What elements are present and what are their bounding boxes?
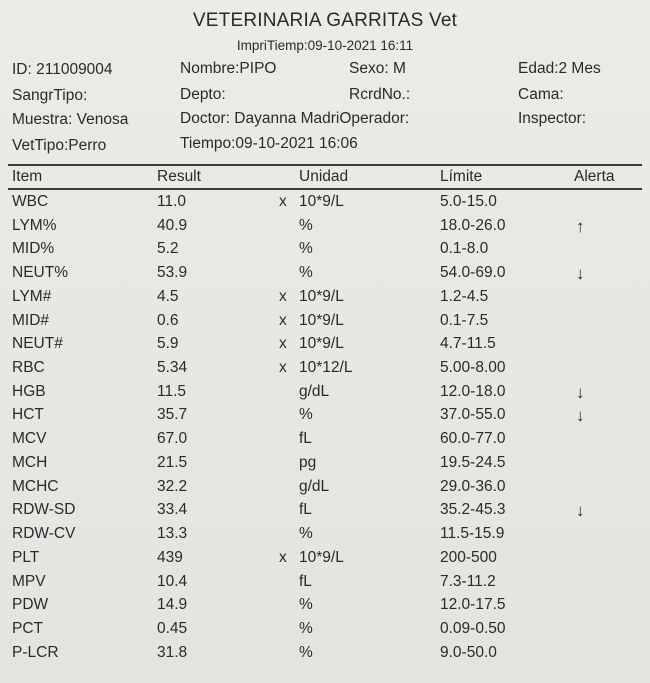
row-result: 53.9 bbox=[157, 264, 188, 282]
table-row bbox=[0, 525, 650, 549]
row-unit: 10*9/L bbox=[299, 335, 344, 353]
table-row bbox=[0, 217, 650, 241]
row-result: 4.5 bbox=[157, 287, 179, 305]
row-result: 10.4 bbox=[157, 572, 188, 590]
col-header-limit: Límite bbox=[440, 168, 483, 185]
row-limit: 12.0-18.0 bbox=[440, 382, 506, 400]
row-result: 21.5 bbox=[157, 453, 188, 471]
row-item: PDW bbox=[12, 596, 49, 614]
row-limit: 12.0-17.5 bbox=[440, 596, 506, 614]
animal-type: VetTipo:Perro bbox=[12, 137, 107, 154]
row-unit: % bbox=[299, 619, 313, 637]
row-limit: 18.0-26.0 bbox=[440, 216, 506, 234]
row-item: MCH bbox=[12, 453, 48, 471]
table-row bbox=[0, 644, 650, 668]
table-row bbox=[0, 240, 650, 264]
record-number: RcrdNo.: bbox=[349, 86, 411, 103]
row-multiplier: x bbox=[279, 287, 287, 305]
row-result: 32.2 bbox=[157, 477, 188, 495]
row-limit: 35.2-45.3 bbox=[440, 501, 506, 519]
table-row bbox=[0, 383, 650, 407]
table-row bbox=[0, 406, 650, 430]
table-row bbox=[0, 193, 650, 217]
row-result: 13.3 bbox=[157, 525, 188, 543]
row-limit: 200-500 bbox=[440, 548, 497, 566]
row-result: 40.9 bbox=[157, 216, 188, 234]
row-item: MPV bbox=[12, 572, 46, 590]
row-item: RBC bbox=[12, 359, 45, 377]
row-alert: ↓ bbox=[576, 501, 585, 521]
row-alert: ↓ bbox=[576, 406, 585, 426]
header-top-rule bbox=[8, 164, 642, 166]
row-item: MCV bbox=[12, 430, 47, 448]
row-item: RDW-CV bbox=[12, 525, 76, 543]
row-limit: 19.5-24.5 bbox=[440, 453, 506, 471]
table-row bbox=[0, 620, 650, 644]
row-limit: 60.0-77.0 bbox=[440, 430, 506, 448]
row-item: LYM% bbox=[12, 216, 57, 234]
row-result: 0.45 bbox=[157, 619, 188, 637]
row-unit: % bbox=[299, 643, 313, 661]
row-alert: ↑ bbox=[576, 216, 585, 236]
row-unit: fL bbox=[299, 501, 312, 519]
row-result: 14.9 bbox=[157, 596, 188, 614]
row-item: PLT bbox=[12, 548, 40, 566]
row-unit: % bbox=[299, 240, 313, 258]
table-row bbox=[0, 596, 650, 620]
print-timestamp: ImpriTiemp:09-10-2021 16:11 bbox=[236, 38, 414, 53]
sample-type: Muestra: Venosa bbox=[12, 111, 129, 128]
row-unit: % bbox=[299, 525, 313, 543]
row-limit: 0.1-8.0 bbox=[440, 240, 489, 258]
row-unit: % bbox=[299, 264, 313, 282]
row-limit: 5.0-15.0 bbox=[440, 193, 497, 210]
row-alert: ↓ bbox=[576, 264, 585, 284]
row-limit: 0.09-0.50 bbox=[440, 619, 506, 637]
row-unit: g/dL bbox=[299, 477, 330, 495]
inspector: Inspector: bbox=[518, 110, 587, 127]
row-unit: 10*9/L bbox=[299, 193, 344, 210]
table-row bbox=[0, 501, 650, 525]
row-alert: ↓ bbox=[576, 382, 585, 402]
row-unit: fL bbox=[299, 572, 312, 590]
col-header-result: Result bbox=[157, 168, 201, 185]
row-multiplier: x bbox=[279, 335, 287, 353]
table-row bbox=[0, 359, 650, 383]
row-limit: 5.00-8.00 bbox=[440, 359, 506, 377]
table-row bbox=[0, 430, 650, 454]
row-result: 0.6 bbox=[157, 311, 179, 329]
sample-time: Tiempo:09-10-2021 16:06 bbox=[180, 135, 358, 152]
row-unit: % bbox=[299, 596, 313, 614]
row-result: 5.34 bbox=[157, 359, 188, 377]
row-unit: 10*9/L bbox=[299, 311, 344, 329]
row-item: P-LCR bbox=[12, 643, 59, 661]
row-limit: 37.0-55.0 bbox=[440, 406, 506, 424]
patient-sex: Sexo: M bbox=[349, 60, 406, 77]
row-limit: 11.5-15.9 bbox=[440, 525, 505, 543]
row-item: MID# bbox=[12, 311, 50, 329]
row-limit: 54.0-69.0 bbox=[440, 264, 506, 282]
row-item: HCT bbox=[12, 406, 44, 424]
row-limit: 29.0-36.0 bbox=[440, 477, 506, 495]
row-result: 67.0 bbox=[157, 430, 188, 448]
row-unit: % bbox=[299, 216, 313, 234]
table-row bbox=[0, 335, 650, 359]
row-result: 5.9 bbox=[157, 335, 179, 353]
row-limit: 7.3-11.2 bbox=[440, 572, 496, 590]
row-unit: 10*9/L bbox=[299, 287, 344, 305]
row-multiplier: x bbox=[279, 311, 287, 329]
blood-type: SangrTipo: bbox=[12, 87, 88, 104]
row-result: 5.2 bbox=[157, 240, 179, 258]
row-unit: g/dL bbox=[299, 382, 330, 400]
row-limit: 4.7-11.5 bbox=[440, 335, 496, 353]
row-item: MCHC bbox=[12, 477, 59, 495]
row-result: 439 bbox=[157, 548, 183, 566]
row-unit: 10*9/L bbox=[299, 548, 344, 566]
table-row bbox=[0, 288, 650, 312]
row-item: PCT bbox=[12, 619, 43, 637]
clinic-title: VETERINARIA GARRITAS Vet bbox=[192, 10, 458, 31]
patient-id: ID: 211009004 bbox=[12, 61, 113, 78]
row-limit: 1.2-4.5 bbox=[440, 287, 489, 305]
table-row bbox=[0, 549, 650, 573]
row-item: NEUT# bbox=[12, 335, 63, 353]
row-item: MID% bbox=[12, 240, 55, 258]
row-result: 33.4 bbox=[157, 501, 188, 519]
row-item: NEUT% bbox=[12, 264, 68, 282]
row-unit: pg bbox=[299, 453, 317, 471]
row-item: LYM# bbox=[12, 287, 52, 305]
row-limit: 9.0-50.0 bbox=[440, 643, 497, 661]
row-unit: fL bbox=[299, 430, 312, 448]
row-result: 35.7 bbox=[157, 406, 188, 424]
patient-age: Edad:2 Mes bbox=[518, 60, 601, 77]
table-row bbox=[0, 454, 650, 478]
row-result: 31.8 bbox=[157, 643, 188, 661]
bed: Cama: bbox=[518, 86, 564, 103]
row-multiplier: x bbox=[279, 359, 287, 377]
col-header-unit: Unidad bbox=[299, 168, 349, 185]
row-limit: 0.1-7.5 bbox=[440, 311, 489, 329]
header-bottom-rule bbox=[8, 188, 642, 190]
row-item: RDW-SD bbox=[12, 501, 76, 519]
row-item: WBC bbox=[12, 193, 49, 210]
department: Depto: bbox=[180, 86, 226, 103]
doctor-operator: Doctor: Dayanna MadriOperador: bbox=[180, 110, 410, 127]
table-row bbox=[0, 264, 650, 288]
row-result: 11.0 bbox=[157, 193, 187, 210]
table-row bbox=[0, 478, 650, 502]
row-item: HGB bbox=[12, 382, 46, 400]
row-result: 11.5 bbox=[157, 382, 187, 400]
patient-name: Nombre:PIPO bbox=[180, 60, 277, 77]
row-multiplier: x bbox=[279, 548, 287, 566]
col-header-item: Item bbox=[12, 168, 43, 185]
row-multiplier: x bbox=[279, 193, 287, 210]
row-unit: 10*12/L bbox=[299, 359, 353, 377]
table-row bbox=[0, 573, 650, 597]
table-row bbox=[0, 312, 650, 336]
col-header-alert: Alerta bbox=[574, 168, 615, 185]
row-unit: % bbox=[299, 406, 313, 424]
